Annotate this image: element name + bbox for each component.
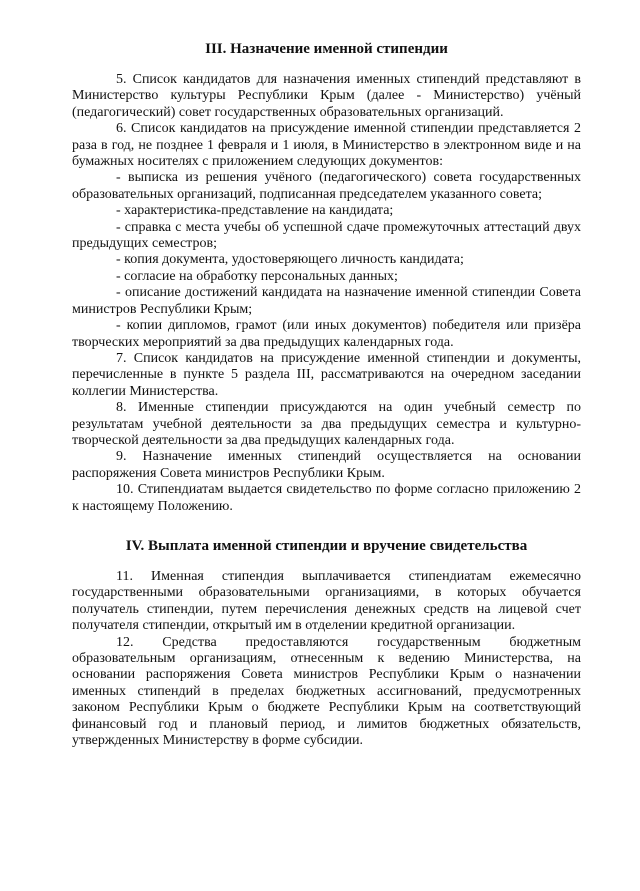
paragraph-10: 10. Стипендиатам выдается свидетельство по форме согласно приложению 2 к настоящему Положению. (72, 482, 581, 514)
paragraph-8: 8. Именные стипендии присуждаются на один учебный семестр по результатам учебной деятельности за два предыдущих семестра и культурно-творческой деятельности за два предыдущих календарных года. (72, 400, 581, 448)
section-4-body (72, 569, 581, 749)
paragraph-6: 6. Список кандидатов на присуждение именной стипендии представляется 2 раза в год, не позднее 1 февраля и 1 июля, в Министерство в электронном виде и на бумажных носителях с приложением следующих документов: (72, 121, 581, 170)
list-item-consent: - согласие на обработку персональных данных; (116, 268, 398, 284)
paragraph-9: 9. Назначение именных стипендий осуществляется на основании распоряжения Совета министров Республики Крым. (72, 449, 581, 481)
paragraph-7: 7. Список кандидатов на присуждение именной стипендии и документы, перечисленные в пункте 5 раздела III, рассматриваются на очередном заседании коллегии Министерства. (72, 350, 581, 399)
list-item-id-copy: - копия документа, удостоверяющего личность кандидата; (116, 252, 464, 268)
paragraph-12: 12. Средства предоставляются государственным бюджетным образовательным организациям, отнесенным к ведению Министерства, на основании распоряжения Совета министров Республики Крым о назначении именных стипендий в пределах бюджетных ассигнований, предусмотренных законом Республики Крым о бюджете Республики Крым на соответствующий финансовый год и плановый период, и лимитов бюджетных обязательств, утвержденных Министерству в форме субсидии. (72, 634, 581, 749)
list-item-characteristic: - характеристика-представление на кандидата; (116, 203, 394, 219)
list-item-achievements: - описание достижений кандидата на назначение именной стипендии Совета министров Республики Крым; (72, 285, 581, 317)
section-3-heading: III. Назначение именной стипендии (205, 41, 448, 57)
section-4-heading: IV. Выплата именной стипендии и вручение свидетельства (125, 537, 528, 554)
list-item-extract: - выписка из решения учёного (педагогического) совета государственных образовательных организаций, подписанная председателем указанного совета; (72, 170, 581, 202)
paragraph-5: 5. Список кандидатов для назначения именных стипендий представляют в Министерство культуры Республики Крым (далее - Министерство) учёный (педагогический) совет государственных образовательных организаций. (72, 72, 581, 120)
list-item-certificate: - справка с места учебы об успешной сдаче промежуточных аттестаций двух предыдущих семестров; (72, 219, 581, 252)
list-item-diplomas: - копии дипломов, грамот (или иных документов) победителя или призёра творческих мероприятий за два предыдущих календарных года. (72, 318, 581, 350)
paragraph-11: 11. Именная стипендия выплачивается стипендиатам ежемесячно государственными образовательными организациями, в которых обучается получатель стипендии, путем перечисления денежных средств на лицевой счет получателя стипендии, открытый им в отделении кредитной организации. (72, 568, 581, 634)
section-3-body (72, 72, 581, 515)
